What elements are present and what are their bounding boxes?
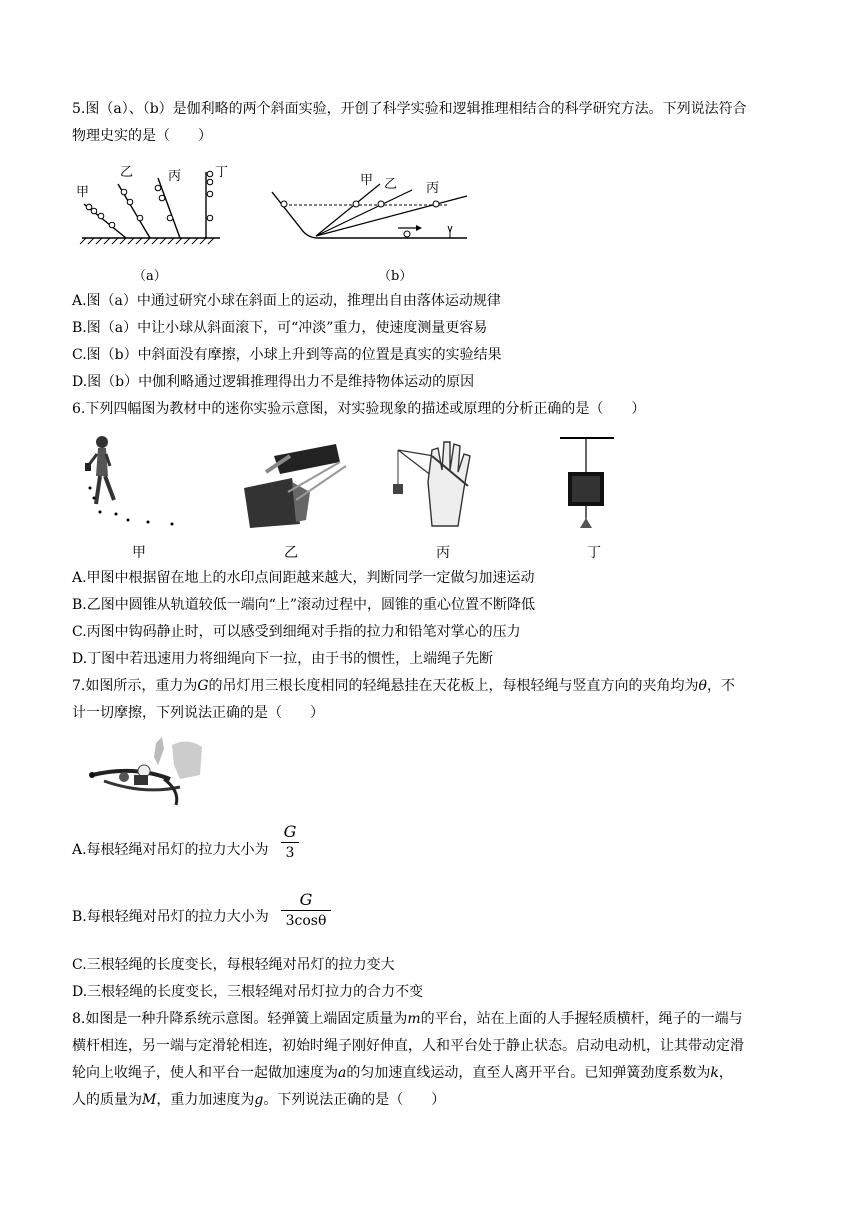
q8-line1-text-b: 的平台，站在上面的人手握轻质横杆，绳子的一端与 [420,1011,743,1027]
q6-caption-jia: 甲 [132,545,146,561]
q8-line4-text-b: ，重力加速度为 [156,1092,255,1108]
q5-stem-line1: 5.图（a）、（b）是伽利略的两个斜面实验，开创了科学实验和逻辑推理相结合的科学研究方法。下列说法符合 [72,101,747,117]
q7-stem-text-b: 的吊灯用三根长度相同的轻绳悬挂在天花板上，每根轻绳与竖直方向的夹角均为 [208,678,699,694]
q5-stem-line2: 物理史实的是（ ） [72,128,212,144]
q8-var-M: M [142,1092,157,1108]
q5-figure-b [262,170,482,246]
q7-stem-line1 [72,676,735,696]
q7-option-c: C.三根轻绳的长度变长，每根轻绳对吊灯的拉力变大 [72,957,395,973]
q8-line3-text-a: 轮向上收绳子，使人和平台一起做加速度为 [72,1065,338,1081]
q7-option-a-denominator: 3 [285,845,295,861]
q6-figure-jia [80,430,180,530]
q7-option-a-numerator: G [283,822,297,841]
q6-caption-bing: 丙 [436,545,450,561]
q7-option-b-denominator: 3cosθ [285,913,327,929]
q8-line4-text-c: 。下列说法正确的是（ ） [263,1092,446,1108]
q6-figure-yi [236,442,356,530]
q5-figure-a [70,160,240,246]
q7-option-b-numerator: G [299,890,313,909]
q7-chandelier-figure [84,735,214,809]
q6-option-c: C.丙图中钩码静止时，可以感受到细绳对手指的拉力和铅笔对掌心的压力 [72,624,521,640]
fig-b-label-jia: 甲 [360,173,374,188]
fig-a-label-ding: 丁 [215,165,229,180]
fig-a-label-bing: 丙 [168,169,182,184]
fig-b-label-bing: 丙 [426,181,440,196]
q7-stem-text-a: 7.如图所示，重力为 [72,678,198,694]
q6-figure-bing [388,430,488,530]
q8-line4-text-a: 人的质量为 [72,1092,142,1108]
q6-option-a: A.甲图中根据留在地上的水印点间距越来越大，判断同学一定做匀加速运动 [72,570,535,586]
q8-line1-text-a: 8.如图是一种升降系统示意图。轻弹簧上端固定质量为 [72,1011,408,1027]
q5-option-d: D.图（b）中伽利略通过逻辑推理得出力不是维持物体运动的原因 [72,374,475,390]
q7-option-d: D.三根轻绳的长度变长，三根轻绳对吊灯拉力的合力不变 [72,984,424,1000]
q6-stem: 6.下列四幅图为教材中的迷你实验示意图，对实验现象的描述或原理的分析正确的是（ ） [72,401,646,417]
q8-line3 [72,1063,733,1083]
q7-option-a-fraction [281,823,299,862]
fig-a-caption: （a） [133,269,167,284]
q7-option-b: B.每根轻绳对吊灯的拉力大小为 [72,909,269,925]
q8-line3-text-b: 的匀加速直线运动，直至人离开平台。已知弹簧劲度系数为 [346,1065,711,1081]
q8-line3-text-c: ， [718,1065,733,1081]
q7-var-G: G [197,678,209,694]
q6-caption-yi: 乙 [284,545,298,561]
q8-var-m: m [407,1011,421,1027]
q6-caption-ding: 丁 [587,545,601,561]
q6-figure-ding [556,434,626,530]
q7-var-theta: θ [698,678,707,694]
fig-a-label-jia: 甲 [76,185,90,200]
q6-option-d: D.丁图中若迅速用力将细绳向下一拉，由于书的惯性，上端绳子先断 [72,651,494,667]
q8-var-k: k [710,1065,719,1081]
q8-line2: 横杆相连，另一端与定滑轮相连，初始时绳子刚好伸直，人和平台处于静止状态。启动电动机，让其带动定滑 [72,1038,744,1054]
q7-option-a: A.每根轻绳对吊灯的拉力大小为 [72,842,269,858]
q8-var-a: a [338,1065,347,1081]
fig-b-label-yi: 乙 [384,177,398,192]
q8-line1 [72,1009,743,1029]
q7-stem-line2: 计一切摩擦，下列说法正确的是（ ） [72,705,324,721]
fig-a-label-yi: 乙 [120,165,134,180]
q7-stem-text-c: ，不 [706,678,735,694]
q6-option-b: B.乙图中圆锥从轨道较低一端向“上”滚动过程中，圆锥的重心位置不断降低 [72,597,536,613]
q7-option-b-fraction [281,891,331,930]
q8-var-g: g [254,1092,264,1108]
fig-b-caption: （b） [378,269,413,284]
q5-option-b: B.图（a）中让小球从斜面滚下，可“冲淡”重力，使速度测量更容易 [72,320,488,336]
q5-option-a: A.图（a）中通过研究小球在斜面上的运动，推理出自由落体运动规律 [72,293,501,309]
q5-option-c: C.图（b）中斜面没有摩擦，小球上升到等高的位置是真实的实验结果 [72,347,502,363]
q8-line4 [72,1090,445,1110]
